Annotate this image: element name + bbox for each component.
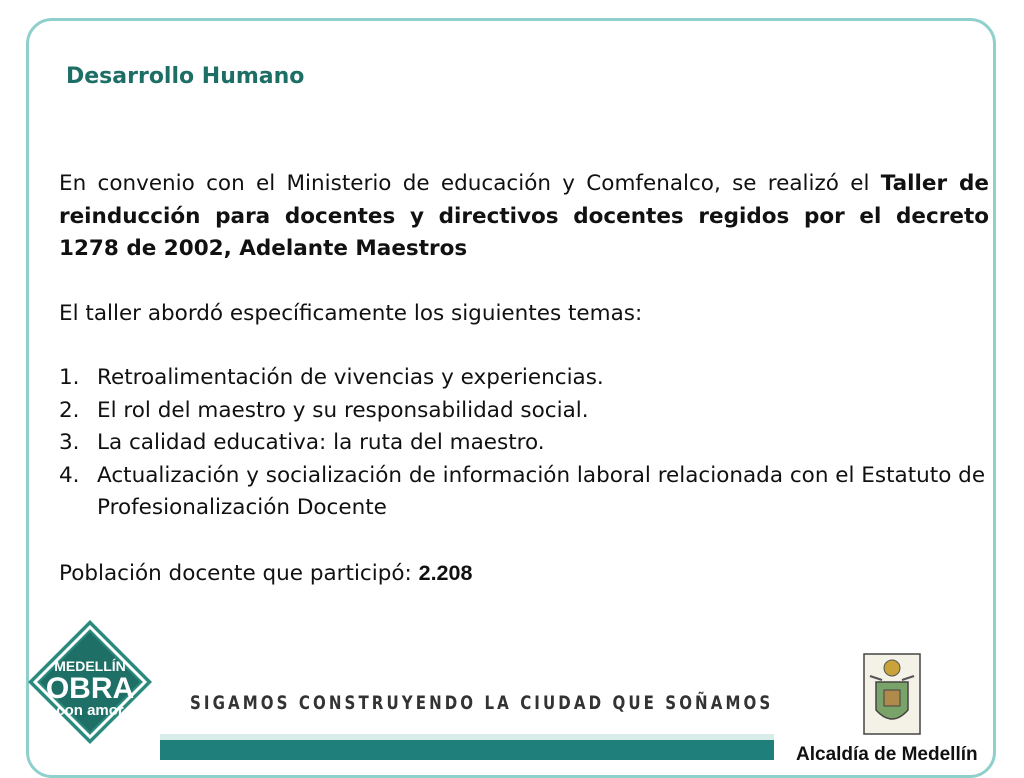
intro-paragraph <box>59 168 989 266</box>
footer-bar <box>160 740 774 760</box>
list-item-text: Retroalimentación de vivencias y experiencias. <box>97 365 604 390</box>
list-item <box>59 427 989 460</box>
alcaldia-label: Alcaldía de Medellín <box>796 744 978 765</box>
list-item <box>59 362 989 395</box>
city-crest-icon <box>862 652 922 736</box>
list-item <box>59 395 989 428</box>
topics-lead: El taller abordó específicamente los siguientes temas: <box>59 300 643 326</box>
badge-line1: MEDELLÍN <box>54 658 126 674</box>
list-item <box>59 460 989 525</box>
list-item-text: Actualización y socialización de información laboral relacionada con el Estatuto de Profesionalización Docente <box>97 462 986 520</box>
list-item-number: 4. <box>59 462 80 488</box>
topics-list <box>59 362 989 525</box>
page-title: Desarrollo Humano <box>66 64 305 89</box>
medellin-badge-logo <box>26 618 154 746</box>
list-item-text: El rol del maestro y su responsabilidad social. <box>97 397 589 423</box>
intro-text: En convenio con el Ministerio de educación y Comfenalco, se realizó el <box>59 171 881 196</box>
badge-line2: OBRA <box>45 672 135 705</box>
population-line <box>59 557 989 591</box>
list-item-number: 2. <box>59 397 80 423</box>
population-label: Población docente que participó: <box>59 560 419 586</box>
population-value: 2.208 <box>418 560 473 585</box>
slide-body <box>59 168 989 590</box>
list-item-number: 1. <box>59 365 80 390</box>
slogan-text: SIGAMOS CONSTRUYENDO LA CIUDAD QUE SOÑAMOS <box>190 692 774 714</box>
intro-bold-text: Taller de reinducción para docentes y directivos docentes regidos por el decreto 1278 de 2002, Adelante Maestros <box>59 171 989 261</box>
list-item-number: 3. <box>59 430 80 455</box>
badge-line3: con amor <box>56 702 124 719</box>
list-item-text: La calidad educativa: la ruta del maestro. <box>97 430 545 455</box>
